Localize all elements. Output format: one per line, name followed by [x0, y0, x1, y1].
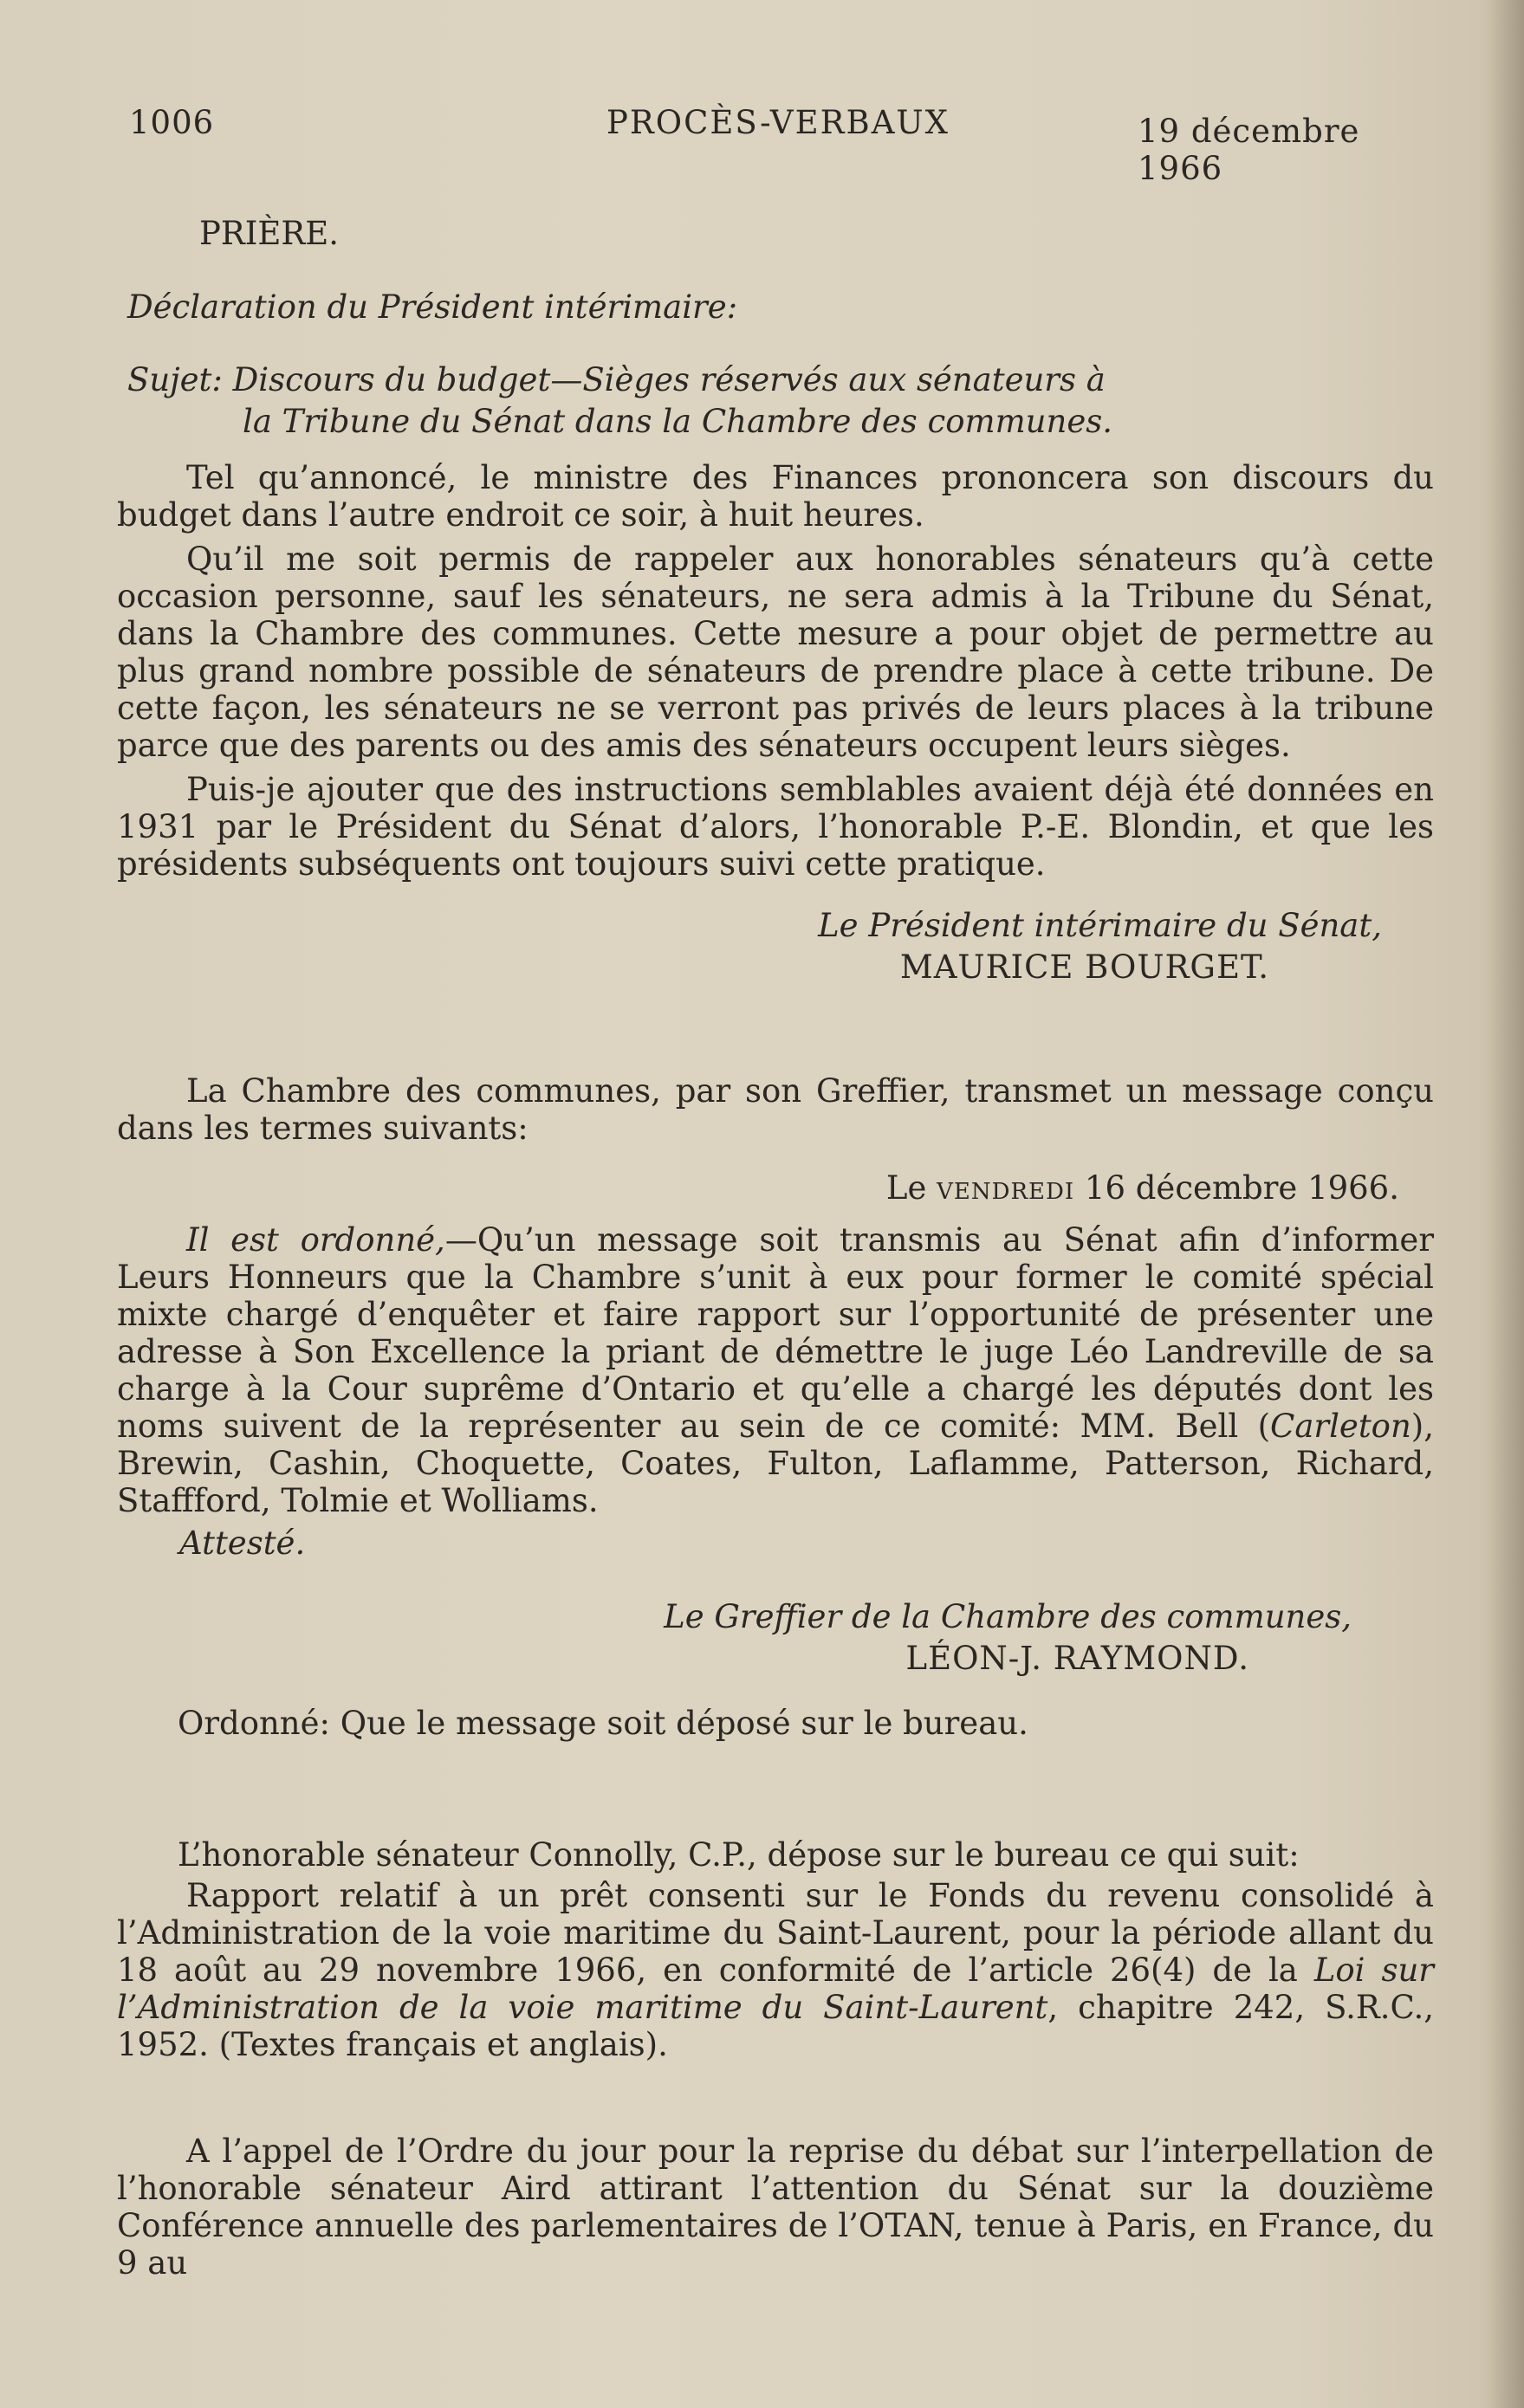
greffier-signature-title: Le Greffier de la Chambre des communes, [664, 1598, 1352, 1635]
signature-name: MAURICE BOURGET. [899, 948, 1269, 986]
declaration-paragraph-2: Qu’il me soit permis de rappeler aux honorables sénateurs qu’à cette occasion personne, sauf les sénateurs, ne sera admis à la Tribune du Sénat, dans la Chambre des communes. Cette mesure a pour objet de permettre au plus grand nombre possible de sénateurs de prendre place à cette tribune. De cette façon, les sénateurs ne se verront pas privés de leurs places à la tribune parce que des parents ou des amis des sénateurs occupent leurs sièges. [117, 541, 1434, 764]
greffier-signature-name: LÉON-J. RAYMOND. [905, 1640, 1249, 1677]
declaration-body [117, 459, 1434, 883]
report-intro: L’honorable sénateur Connolly, C.P., dépose sur le bureau ce qui suit: [178, 1836, 1300, 1874]
declaration-signature [117, 905, 1434, 988]
message-intro: La Chambre des communes, par son Greffier, transmet un message conçu dans les termes suivants: [117, 1072, 1434, 1147]
priere-heading-block [117, 215, 1434, 252]
declaration-subject [117, 359, 1434, 443]
message-date [117, 1169, 1434, 1207]
order-of-day-section [117, 2133, 1434, 2282]
subject-line-1: Sujet: Discours du budget—Sièges réservés aux sénateurs à [127, 361, 1106, 398]
header-date: 19 décembre 1966 [1138, 113, 1360, 187]
running-header [117, 95, 1434, 187]
report-law-title: Loi sur l’Administration de la voie maritime du Saint-Laurent [117, 1952, 1434, 2026]
subject-line-2: la Tribune du Sénat dans la Chambre des communes. [243, 403, 1112, 440]
message-date-prefix: Le [885, 1169, 927, 1207]
running-title: PROCÈS-VERBAUX [606, 104, 950, 141]
message-order-paragraph [117, 1221, 1434, 1519]
ordered-text: Ordonné: Que le message soit déposé sur le bureau. [178, 1705, 1028, 1742]
order-text-b: ), Brewin, Cashin, Choquette, Coates, Fulton, Laflamme, Patterson, Richard, Staffford, Tolmie et Wolliams. [117, 1408, 1434, 1519]
order-text-a: —Qu’un message soit transmis au Sénat afin d’informer Leurs Honneurs que la Chambre s’unit à eux pour former le comité spécial mixte chargé d’enquêter et faire rapport sur l’opportunité de présenter une adresse à Son Excellence la priant de démettre le juge Léo Landreville de sa charge à la Cour suprême d’Ontario et qu’elle a chargé les députés dont les noms suivent de la représenter au sein de ce comité: MM. Bell ( [117, 1221, 1434, 1445]
order-of-day-paragraph: A l’appel de l’Ordre du jour pour la reprise du débat sur l’interpellation de l’honorable sénateur Aird attirant l’attention du Sénat sur la douzième Conférence annuelle des parlementaires de l’OTAN, tenue à Paris, en France, du 9 au [117, 2133, 1434, 2282]
priere-heading: PRIÈRE. [199, 215, 340, 252]
message-ordered [117, 1705, 1434, 1742]
report-paragraph [117, 1877, 1434, 2063]
attested-text: Attesté. [179, 1524, 306, 1562]
page-content [117, 95, 1434, 2282]
order-carleton: Carleton [1270, 1408, 1411, 1445]
message-signature [117, 1596, 1434, 1680]
report-text-a: Rapport relatif à un prêt consenti sur le Fonds du revenu consolidé à l’Administration de la voie maritime du Saint-Laurent, pour la période allant du 18 août au 29 novembre 1966, en conformité de l’article 26(4) de la [117, 1877, 1434, 1989]
report-text-b: , chapitre 242, S.R.C., 1952. (Textes français et anglais). [117, 1989, 1434, 2063]
message-section [117, 1072, 1434, 1147]
message-date-day: vendredi [937, 1169, 1075, 1207]
page-number: 1006 [129, 104, 215, 141]
page-edge-shadow [1489, 0, 1524, 2408]
message-date-line [117, 1169, 1434, 1207]
order-lead: Il est ordonné, [186, 1221, 445, 1259]
signature-title: Le Président intérimaire du Sénat, [818, 907, 1382, 944]
declaration-paragraph-3: Puis-je ajouter que des instructions semblables avaient déjà été données en 1931 par le Président du Sénat d’alors, l’honorable P.-E. Blondin, et que les présidents subséquents ont toujours suivi cette pratique. [117, 771, 1434, 883]
declaration-heading: Déclaration du Président intérimaire: [127, 288, 738, 326]
message-order [117, 1221, 1434, 1519]
message-date-rest: 16 décembre 1966. [1084, 1169, 1399, 1207]
report-section [117, 1836, 1434, 2063]
declaration-paragraph-1: Tel qu’annoncé, le ministre des Finances prononcera son discours du budget dans l’autre endroit ce soir, à huit heures. [117, 459, 1434, 534]
message-attested [117, 1524, 1434, 1562]
declaration-section [117, 288, 1434, 326]
